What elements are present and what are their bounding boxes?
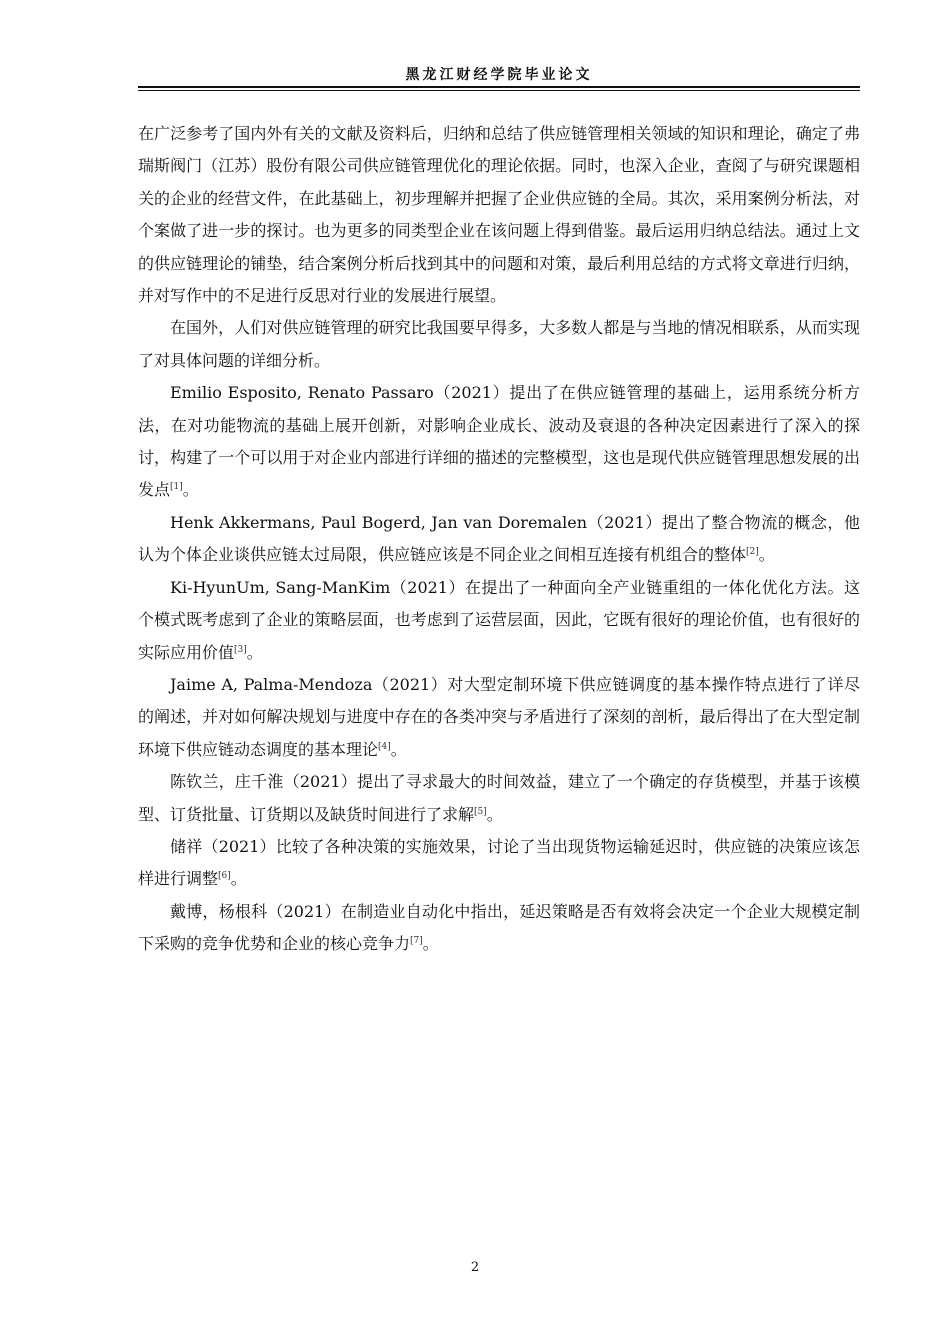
- paragraph-2: 在国外，人们对供应链管理的研究比我国要早得多，大多数人都是与当地的情况相联系，从而实现了对具体问题的详细分析。: [138, 318, 860, 370]
- paragraph-8: 储祥（2021）比较了各种决策的实施效果，讨论了当出现货物运输延迟时，供应链的决策应该怎样进行调整[6]。: [138, 836, 860, 889]
- paragraph-7: 陈钦兰，庄千淮（2021）提出了寻求最大的时间效益，建立了一个确定的存货模型，并基于该模型、订货批量、订货期以及缺货时间进行了求解[5]。: [138, 772, 860, 824]
- paragraph-9: 戴博，杨根科（2021）在制造业自动化中指出，延迟策略是否有效将会决定一个企业大规模定制下采购的竞争优势和企业的核心竞争力[7]。: [138, 901, 860, 954]
- running-header-title: 黑龙江财经学院毕业论文: [405, 67, 593, 83]
- paragraph-3: Emilio Esposito, Renato Passaro（2021）提出了在供应链管理的基础上，运用系统分析方法，在对功能物流的基础上展开创新，对影响企业成长、波动及衰退的各种决定因素进行了深入的探讨，构建了一个可以用于对企业内部进行详细的描述的完整模型，这也是现代供应链管理思想发展的出发点[1]。: [138, 383, 860, 500]
- paragraph-4: Henk Akkermans, Paul Bogerd, Jan van Doremalen（2021）提出了整合物流的概念，他认为个体企业谈供应链太过局限，供应链应该是不同企业之间相互连接有机组合的整体[2]。: [138, 512, 860, 565]
- citation-ref[interactable]: [4]: [378, 741, 391, 752]
- body-text: [138, 118, 860, 961]
- page-number: 2: [470, 1260, 480, 1275]
- paragraph-6: Jaime A, Palma-Mendoza（2021）对大型定制环境下供应链调度的基本操作特点进行了详尽的阐述，并对如何解决规划与进度中存在的各类冲突与矛盾进行了深刻的剖析，最后得出了在大型定制环境下供应链动态调度的基本理论[4]。: [138, 674, 860, 759]
- citation-ref[interactable]: [2]: [746, 547, 759, 558]
- citation-ref[interactable]: [6]: [218, 871, 231, 882]
- header-rule-thick: [138, 86, 860, 88]
- citation-ref[interactable]: [7]: [410, 936, 423, 947]
- header-rule-thin: [138, 90, 860, 91]
- citation-ref[interactable]: [3]: [234, 644, 247, 655]
- citation-ref[interactable]: [5]: [474, 806, 487, 817]
- citation-ref[interactable]: [1]: [170, 482, 183, 493]
- paragraph-5: Ki-HyunUm, Sang-ManKim（2021）在提出了一种面向全产业链重组的一体化优化方法。这个模式既考虑到了企业的策略层面，也考虑到了运营层面，因此，它既有很好的理论价值，也有很好的实际应用价值[3]。: [138, 577, 860, 662]
- paragraph-1: 在广泛参考了国内外有关的文献及资料后，归纳和总结了供应链管理相关领域的知识和理论，确定了弗瑞斯阀门（江苏）股份有限公司供应链管理优化的理论依据。同时，也深入企业，查阅了与研究课题相关的企业的经营文件，在此基础上，初步理解并把握了企业供应链的全局。其次，采用案例分析法，对个案做了进一步的探讨。也为更多的同类型企业在该问题上得到借鉴。最后运用归纳总结法。通过上文的供应链理论的铺垫，结合案例分析后找到其中的问题和对策，最后利用总结的方式将文章进行归纳，并对写作中的不足进行反思对行业的发展进行展望。: [138, 124, 860, 306]
